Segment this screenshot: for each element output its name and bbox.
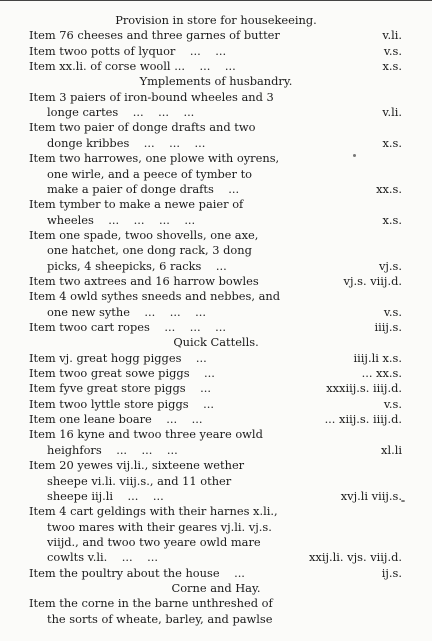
inventory-line: [0, 365, 432, 381]
inventory-line: [0, 89, 432, 105]
item-text: Item the poultry about the house ...: [29, 565, 245, 580]
item-amount: x.s.: [382, 212, 402, 227]
inventory-line: [0, 611, 432, 627]
inventory-line: [0, 135, 432, 151]
item-amount: x.s.: [382, 59, 402, 74]
item-text: Item 3 paiers of iron-bound wheeles and 3: [29, 89, 274, 104]
inventory-line: [0, 58, 432, 74]
item-text: one hatchet, one dong rack, 3 dong: [47, 243, 252, 258]
item-amount: ij.s.: [381, 565, 402, 580]
inventory-line: [0, 212, 432, 228]
item-text: Item fyve great store piggs ...: [29, 381, 211, 396]
section-heading-text: Ymplements of husbandry.: [139, 74, 293, 89]
inventory-line: [0, 350, 432, 366]
inventory-line: [0, 258, 432, 274]
inventory-line: [0, 519, 432, 535]
item-text: Item two axtrees and 16 harrow bowles: [29, 273, 259, 288]
section-heading-text: Corne and Hay.: [171, 580, 261, 595]
inventory-line: [0, 166, 432, 182]
inventory-line: [0, 380, 432, 396]
inventory-line: [0, 319, 432, 335]
inventory-line: [0, 565, 432, 581]
item-text: one wirle, and a peece of tymber to: [47, 166, 253, 181]
item-text: heighfors ... ... ...: [47, 442, 178, 457]
item-amount: v.li.: [382, 28, 402, 43]
item-text: longe cartes ... ... ...: [47, 105, 195, 120]
inventory-line: [0, 503, 432, 519]
inventory-line: [0, 473, 432, 489]
inventory-line: [0, 27, 432, 43]
item-text: viijd., and twoo two yeare owld mare: [47, 534, 261, 549]
item-text: picks, 4 sheepicks, 6 racks ...: [47, 258, 227, 273]
inventory-line: [0, 549, 432, 565]
item-text: the sorts of wheate, barley, and pawlse: [47, 611, 273, 626]
item-text: one new sythe ... ... ...: [47, 304, 206, 319]
item-amount: xl.li: [381, 442, 402, 457]
item-amount: iiij.s.: [374, 320, 402, 334]
item-amount: x.s.: [382, 135, 402, 150]
item-text: twoo mares with their geares vj.li. vj.s.: [47, 519, 272, 534]
item-text: Item 76 cheeses and three garnes of butter: [29, 28, 280, 43]
item-amount: v.s.: [383, 396, 402, 411]
item-text: Item the corne in the barne unthreshed of: [29, 596, 273, 611]
item-amount: v.s.: [383, 43, 402, 58]
inventory-line: [0, 273, 432, 289]
inventory-line: [0, 242, 432, 258]
item-amount: iiij.li x.s.: [353, 350, 402, 365]
section-heading-text: Provision in store for housekeeing.: [115, 13, 317, 27]
item-amount: v.li.: [382, 105, 402, 120]
item-text: Item one spade, twoo shovells, one axe,: [29, 227, 259, 242]
inventory-line: [0, 411, 432, 427]
inventory-line: [0, 488, 432, 504]
item-text: Item twoo lyttle store piggs ...: [29, 396, 214, 411]
item-text: Item 20 yewes vij.li., sixteene wether: [29, 458, 245, 473]
item-text: Item tymber to make a newe paier of: [29, 197, 244, 212]
item-amount: ... xx.s.: [361, 366, 402, 381]
inventory-line: [0, 150, 432, 166]
inventory-line: [0, 457, 432, 473]
item-text: Item vj. great hogg pigges ...: [29, 350, 207, 365]
section-heading: [0, 12, 432, 28]
inventory-line: [0, 227, 432, 243]
item-text: make a paier of donge drafts ...: [47, 181, 240, 196]
item-amount: xx.s.: [376, 181, 402, 196]
inventory-line: [0, 196, 432, 212]
item-amount: vj.s. viij.d.: [343, 273, 402, 288]
item-text: Item two harrowes, one plowe with oyrens,: [29, 151, 280, 166]
item-text: Item 4 owld sythes sneeds and nebbes, and: [29, 289, 281, 304]
item-text: Item 4 cart geldings with their harnes x.li.,: [29, 504, 278, 519]
section-heading-text: Quick Cattells.: [173, 335, 259, 350]
inventory-line: [0, 288, 432, 304]
item-text: Item two paier of donge drafts and two: [29, 120, 256, 135]
item-amount: v.s.: [383, 304, 402, 319]
top-rule: [0, 0, 432, 1]
item-text: Item one leane boare ... ...: [29, 412, 203, 427]
item-text: sheepe iij.li ... ...: [47, 488, 164, 503]
section-heading: [0, 580, 432, 596]
item-text: wheeles ... ... ... ...: [47, 212, 196, 227]
inventory-line: [0, 595, 432, 611]
inventory-line: [0, 43, 432, 59]
section-heading: [0, 334, 432, 350]
inventory-line: [0, 442, 432, 458]
inventory-line: [0, 181, 432, 197]
inventory-line: [0, 534, 432, 550]
item-amount: vj.s.: [378, 258, 402, 273]
item-text: Item twoo great sowe piggs ...: [29, 366, 215, 381]
inventory-line: [0, 426, 432, 442]
item-amount: xvj.li viij.s.: [340, 488, 402, 503]
item-text: Item twoo cart ropes ... ... ...: [29, 320, 226, 334]
item-text: Item twoo potts of lyquor ... ...: [29, 43, 227, 58]
item-text: cowlts v.li. ... ...: [47, 550, 158, 565]
item-amount: xxxiij.s. iiij.d.: [326, 381, 402, 396]
item-text: donge kribbes ... ... ...: [47, 135, 206, 150]
inventory-line: [0, 396, 432, 412]
inventory-line: [0, 304, 432, 320]
inventory-line: [0, 119, 432, 135]
section-heading: [0, 73, 432, 89]
inventory-line: [0, 104, 432, 120]
item-amount: ... xiij.s. iiij.d.: [324, 412, 402, 427]
item-text: Item 16 kyne and twoo three yeare owld: [29, 427, 263, 442]
item-amount: xxij.li. vjs. viij.d.: [308, 550, 402, 565]
item-text: Item xx.li. of corse wooll ... ... ...: [29, 59, 236, 74]
item-text: sheepe vi.li. viij.s., and 11 other: [47, 473, 232, 488]
